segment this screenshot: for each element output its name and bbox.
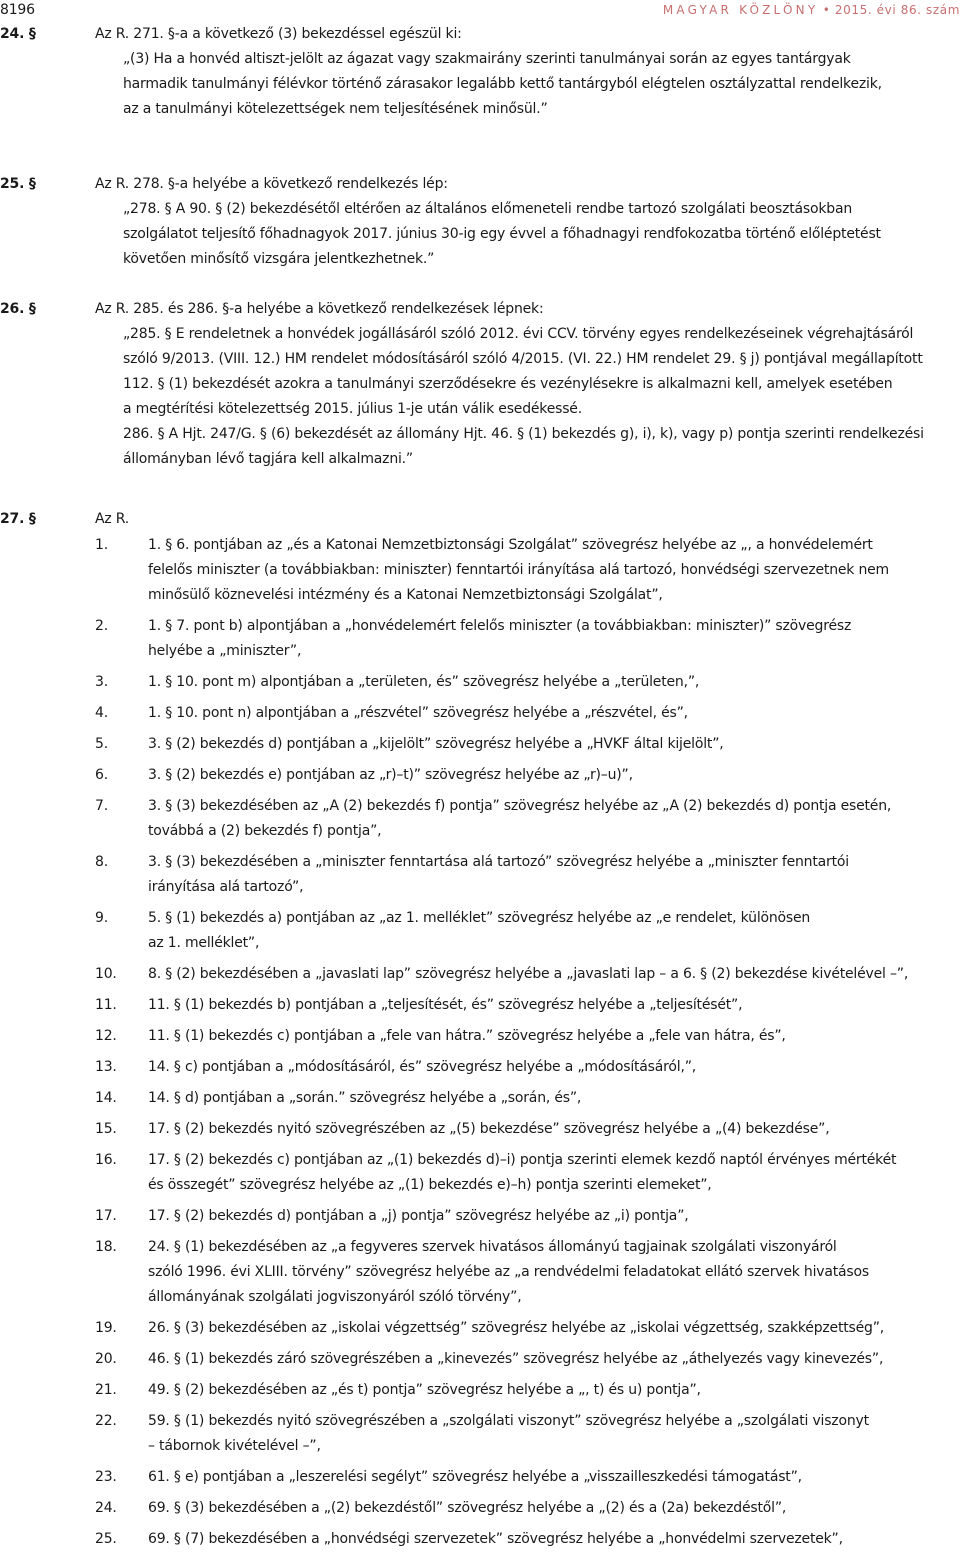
item-text-line: 17. § (2) bekezdés nyitó szövegrészében az „(5) bekezdése” szövegrész helyébe a „(4) bekezdése”,: [148, 1121, 830, 1137]
item-text-line: 1. § 7. pont b) alpontjában a „honvédelemért felelős miniszter (a továbbiakban: miniszter)” szövegrész: [148, 618, 852, 634]
section-lead: Az R.: [95, 511, 130, 527]
item-text-line: továbbá a (2) bekezdés f) pontja”,: [148, 823, 382, 839]
item-text-line: 14. § d) pontjában a „során.” szövegrész helyébe a „során, és”,: [148, 1090, 582, 1106]
item-text-line: 49. § (2) bekezdésében az „és t) pontja” szövegrész helyébe a „, t) és u) pontja”,: [148, 1382, 701, 1398]
list-item: [0, 533, 960, 608]
issue-label: 2015. évi 86. szám: [834, 3, 960, 17]
item-text-line: irányítása alá tartozó”,: [148, 879, 304, 895]
list-item: [0, 850, 960, 900]
item-text-line: 1. § 10. pont m) alpontjában a „területen, és” szövegrész helyébe a „területen,”,: [148, 674, 700, 690]
item-text-line: 17. § (2) bekezdés c) pontjában az „(1) bekezdés d)–i) pontja szerinti elemek kezdő naptól érvényes mértékét: [148, 1152, 897, 1168]
item-number: 14.: [95, 1090, 117, 1106]
item-text-line: 11. § (1) bekezdés b) pontjában a „teljesítését, és” szövegrész helyébe a „teljesítését”,: [148, 997, 743, 1013]
running-header: [663, 3, 960, 17]
list-item: [0, 1086, 960, 1111]
list-item: [0, 732, 960, 757]
text-line: „285. § E rendeletnek a honvédek jogállásáról szóló 2012. évi CCV. törvény egyes rendelkezéseinek végrehajtásáról: [123, 326, 914, 342]
list-item: [0, 1204, 960, 1229]
item-text-line: minősülő köznevelési intézmény és a Katonai Nemzetbiztonsági Szolgálat”,: [148, 587, 663, 603]
section-lead: Az R. 278. §-a helyébe a következő rendelkezés lép:: [95, 176, 448, 192]
list-item: [0, 1496, 960, 1521]
text-line: harmadik tanulmányi félévkor történő zárasakor legalább kettő tantárgyból elégtelen osztályzattal rendelkezik,: [123, 76, 882, 92]
list-item: [0, 794, 960, 844]
item-text-line: 26. § (3) bekezdésében az „iskolai végzettség” szövegrész helyébe az „iskolai végzettség, szakképzettség”,: [148, 1320, 885, 1336]
list-item: [0, 1117, 960, 1142]
text-line: szóló 9/2013. (VIII. 12.) HM rendelet módosításáról szóló 4/2015. (VI. 22.) HM rendelet 29. § j) pontjával megállapított: [123, 351, 923, 367]
text-line: „(3) Ha a honvéd altiszt-jelölt az ágazat vagy szakmairány szerinti tanulmányai során az egyes tantárgyak: [123, 51, 851, 67]
section-lead: Az R. 271. §-a a következő (3) bekezdéssel egészül ki:: [95, 26, 462, 42]
item-text-line: – tábornok kivételével –”,: [148, 1438, 321, 1454]
item-number: 7.: [95, 798, 108, 814]
text-line: 286. § A Hjt. 247/G. § (6) bekezdését az állomány Hjt. 46. § (1) bekezdés g), i), k), vagy p) pontja szerinti rendelkezési: [123, 426, 924, 442]
list-item: [0, 1378, 960, 1403]
item-number: 15.: [95, 1121, 117, 1137]
text-line: szolgálatot teljesítő főhadnagyok 2017. június 30-ig egy évvel a főhadnagyi rendfokozatba történő előléptetést: [123, 226, 881, 242]
item-number: 17.: [95, 1208, 117, 1224]
item-text-line: az 1. melléklet”,: [148, 935, 260, 951]
page-number: 8196: [0, 2, 35, 18]
item-number: 22.: [95, 1413, 117, 1429]
item-text-line: 3. § (3) bekezdésében a „miniszter fenntartása alá tartozó” szövegrész helyébe a „miniszter fenntartói: [148, 854, 849, 870]
item-number: 2.: [95, 618, 108, 634]
text-line: a megtérítési kötelezettség 2015. július 1-je után válik esedékessé.: [123, 401, 582, 417]
item-text-line: 1. § 6. pontjában az „és a Katonai Nemzetbiztonsági Szolgálat” szövegrész helyébe az „, a honvédelemért: [148, 537, 873, 553]
item-text-line: 3. § (2) bekezdés e) pontjában az „r)–t)” szövegrész helyébe az „r)–u)”,: [148, 767, 633, 783]
item-number: 5.: [95, 736, 108, 752]
item-text-line: helyébe a „miniszter”,: [148, 643, 302, 659]
list-item: [0, 763, 960, 788]
item-number: 16.: [95, 1152, 117, 1168]
item-number: 25.: [95, 1531, 117, 1547]
item-text-line: 3. § (3) bekezdésében az „A (2) bekezdés f) pontja” szövegrész helyébe az „A (2) bekezdés d) pontja esetén,: [148, 798, 892, 814]
item-text-line: 59. § (1) bekezdés nyitó szövegrészében a „szolgálati viszonyt” szövegrész helyébe a „szolgálati viszonyt: [148, 1413, 869, 1429]
item-text-line: 24. § (1) bekezdésében az „a fegyveres szervek hivatásos állományú tagjainak szolgálati viszonyáról: [148, 1239, 837, 1255]
item-number: 21.: [95, 1382, 117, 1398]
item-number: 23.: [95, 1469, 117, 1485]
item-text-line: 69. § (7) bekezdésében a „honvédségi szervezetek” szövegrész helyébe a „honvédelmi szervezetek”,: [148, 1531, 843, 1547]
list-item: [0, 614, 960, 664]
item-text-line: 46. § (1) bekezdés záró szövegrészében a „kinevezés” szövegrész helyébe az „áthelyezés vagy kinevezés”,: [148, 1351, 884, 1367]
item-text-line: és összegét” szövegrész helyébe az „(1) bekezdés e)–h) pontja szerinti elemeket”,: [148, 1177, 712, 1193]
item-number: 4.: [95, 705, 108, 721]
list-item: [0, 701, 960, 726]
text-line: az a tanulmányi kötelezettségek nem teljesítésének minősül.”: [123, 101, 548, 117]
item-text-line: 5. § (1) bekezdés a) pontjában az „az 1. melléklet” szövegrész helyébe az „e rendelet, különösen: [148, 910, 811, 926]
list-item: [0, 1465, 960, 1490]
list-item: [0, 1148, 960, 1198]
list-item: [0, 1316, 960, 1341]
text-line: 112. § (1) bekezdését azokra a tanulmányi szerződésekre és vezénylésekre is alkalmazni kell, amelyek esetében: [123, 376, 893, 392]
item-number: 1.: [95, 537, 108, 553]
section-number: 26. §: [0, 301, 36, 317]
list-item: [0, 1055, 960, 1080]
item-number: 20.: [95, 1351, 117, 1367]
item-number: 18.: [95, 1239, 117, 1255]
section-lead: Az R. 285. és 286. §-a helyébe a következő rendelkezések lépnek:: [95, 301, 544, 317]
list-item: [0, 1347, 960, 1372]
item-text-line: 3. § (2) bekezdés d) pontjában a „kijelölt” szövegrész helyébe a „HVKF által kijelölt”,: [148, 736, 724, 752]
publication-title: MAGYAR KÖZLÖNY: [662, 3, 819, 17]
item-number: 8.: [95, 854, 108, 870]
item-number: 13.: [95, 1059, 117, 1075]
item-text-line: 61. § e) pontjában a „leszerelési segélyt” szövegrész helyébe a „visszailleszkedési támogatást”,: [148, 1469, 802, 1485]
item-text-line: 1. § 10. pont n) alpontjában a „részvétel” szövegrész helyébe a „részvétel, és”,: [148, 705, 688, 721]
item-number: 9.: [95, 910, 108, 926]
list-item: [0, 1409, 960, 1459]
list-item: [0, 962, 960, 987]
header-bullet: •: [822, 3, 831, 17]
list-item: [0, 1024, 960, 1049]
item-text-line: 8. § (2) bekezdésében a „javaslati lap” szövegrész helyébe a „javaslati lap – a 6. § (2) bekezdése kivételével –”,: [148, 966, 909, 982]
item-text-line: 69. § (3) bekezdésében a „(2) bekezdéstől” szövegrész helyébe a „(2) és a (2a) bekezdéstől”,: [148, 1500, 787, 1516]
section-number: 25. §: [0, 176, 36, 192]
item-text-line: felelős miniszter (a továbbiakban: miniszter) fenntartói irányítása alá tartozó, honvédségi szervezetnek nem: [148, 562, 889, 578]
text-line: követően minősítő vizsgára jelentkezhetnek.”: [123, 251, 435, 267]
section-number: 24. §: [0, 26, 36, 42]
item-number: 6.: [95, 767, 108, 783]
item-number: 19.: [95, 1320, 117, 1336]
list-item: [0, 670, 960, 695]
list-item: [0, 906, 960, 956]
list-item: [0, 1527, 960, 1552]
item-number: 12.: [95, 1028, 117, 1044]
list-item: [0, 1235, 960, 1310]
item-text-line: 11. § (1) bekezdés c) pontjában a „fele van hátra.” szövegrész helyébe a „fele van hátra, és”,: [148, 1028, 786, 1044]
item-text-line: 14. § c) pontjában a „módosításáról, és” szövegrész helyébe a „módosításáról,”,: [148, 1059, 697, 1075]
item-text-line: 17. § (2) bekezdés d) pontjában a „j) pontja” szövegrész helyébe az „i) pontja”,: [148, 1208, 689, 1224]
item-number: 24.: [95, 1500, 117, 1516]
item-text-line: állományának szolgálati jogviszonyáról szóló törvény”,: [148, 1289, 522, 1305]
section-number: 27. §: [0, 511, 36, 527]
text-line: „278. § A 90. § (2) bekezdésétől eltérően az általános előmeneteli rendbe tartozó szolgálati beosztásokban: [123, 201, 852, 217]
item-text-line: szóló 1996. évi XLIII. törvény” szövegrész helyébe az „a rendvédelmi feladatokat ellátó szervek hivatásos: [148, 1264, 869, 1280]
item-number: 10.: [95, 966, 117, 982]
list-item: [0, 993, 960, 1018]
text-line: állományban lévő tagjára kell alkalmazni.”: [123, 451, 413, 467]
item-number: 3.: [95, 674, 108, 690]
item-number: 11.: [95, 997, 117, 1013]
